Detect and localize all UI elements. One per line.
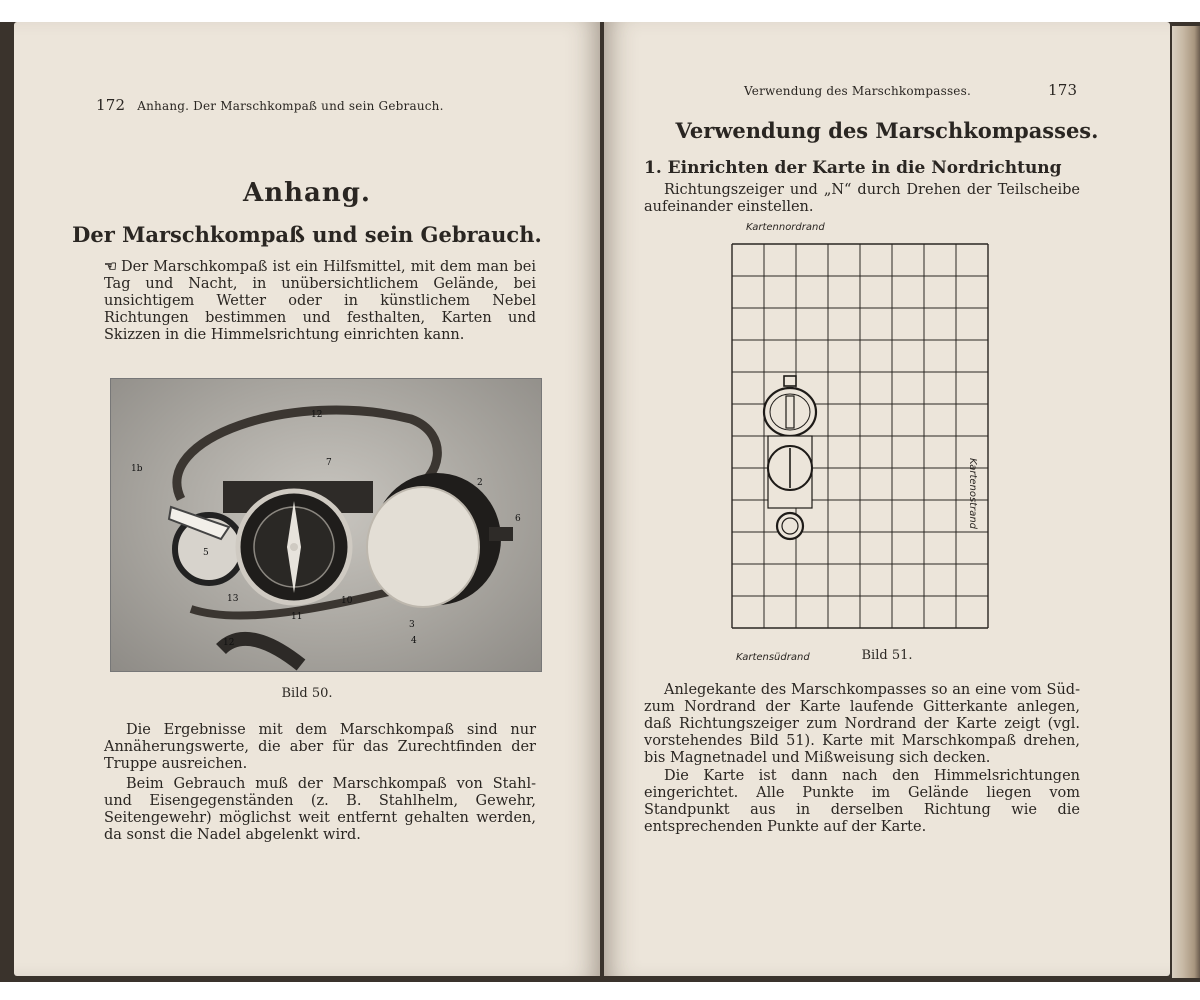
figure-label: 4 (411, 636, 417, 646)
results-paragraph: Die Ergebnisse mit dem Marschkompaß sind nur Annäherungswerte, die aber für das Zurechtfinden der Truppe ausreichen. (104, 722, 536, 772)
figure-label: 7 (326, 458, 332, 468)
figure-label: 11 (291, 612, 303, 622)
map-bottom-label: Kartensüdrand (736, 652, 810, 663)
left-running-head-text: Anhang. Der Marschkompaß und sein Gebrauch. (137, 99, 444, 113)
alignment-paragraph: Anlegekante des Marschkompasses so an eine vom Süd- zum Nordrand der Karte laufende Gitterkante anlegen, daß Richtungszeiger zum Nordrand der Karte zeigt (vgl. vorstehendes Bild 51). Karte mit Marschkompaß drehen, bis Magnetnadel und Mißweisung sich decken. (644, 682, 1080, 766)
figure-label: 3 (409, 620, 415, 630)
right-page (604, 22, 1170, 976)
pointer-paragraph: Richtungszeiger und „N“ durch Drehen der Teilscheibe aufeinander einstellen. (644, 182, 1080, 215)
intro-paragraph (104, 258, 536, 344)
section-heading: 1. Einrichten der Karte in die Nordrichtung (644, 158, 1062, 178)
map-grid-svg (728, 228, 1028, 648)
figure-label: 6 (515, 514, 521, 524)
right-running-head-text: Verwendung des Marschkompasses. (744, 84, 971, 98)
figure-label: 13 (227, 594, 239, 604)
map-right-label: Kartenostrand (967, 458, 978, 530)
map-top-label: Kartennordrand (746, 222, 825, 233)
compass-lid-drawing (764, 388, 816, 436)
pointing-hand-icon: ☜ (104, 258, 117, 275)
figure-50-caption: Bild 50. (281, 686, 333, 701)
page-edges (1172, 26, 1200, 978)
figure-label: 12 (311, 410, 323, 420)
figure-51-caption: Bild 51. (861, 648, 913, 663)
compass-sight (784, 376, 796, 386)
appendix-title: Anhang. (243, 178, 371, 208)
figure-label: 1b (131, 464, 143, 474)
open-book (0, 22, 1200, 982)
figure-label: 10 (341, 596, 353, 606)
right-running-head (744, 81, 1078, 99)
usage-title: Verwendung des Marschkompasses. (675, 118, 1099, 143)
right-page-number: 173 (1048, 81, 1078, 99)
figure-label: 5 (203, 548, 209, 558)
appendix-subtitle: Der Marschkompaß und sein Gebrauch. (72, 222, 542, 247)
compass-photo (110, 378, 542, 672)
left-page (14, 22, 600, 976)
figure-label: 12 (223, 638, 235, 648)
compass-loupe-drawing (777, 513, 803, 539)
figure-label: 2 (477, 478, 483, 488)
result-paragraph: Die Karte ist dann nach den Himmelsrichtungen eingerichtet. Alle Punkte im Gelände liegen vom Standpunkt aus in derselben Richtung wie die entsprechenden Punkte auf der Karte. (644, 768, 1080, 835)
compass-illustration (111, 379, 541, 671)
intro-text: Der Marschkompaß ist ein Hilfsmittel, mit dem man bei Tag und Nacht, in unübersichtlichem Gelände, bei unsichtigem Wetter oder in künstlichem Nebel Richtungen bestimmen und festhalten, Karten und Skizzen in die Himmelsrichtung einrichten kann. (104, 259, 536, 343)
usage-paragraph: Beim Gebrauch muß der Marschkompaß von Stahl- und Eisengegenständen (z. B. Stahlhelm, Gewehr, Seitengewehr) möglichst weit entfernt gehalten werden, da sonst die Nadel abgelenkt wird. (104, 776, 536, 843)
compass-lid-tab (489, 527, 513, 541)
left-running-head (96, 96, 444, 114)
compass-lid-mirror (367, 487, 479, 607)
left-page-number: 172 (96, 96, 126, 114)
compass-on-map (764, 376, 816, 539)
